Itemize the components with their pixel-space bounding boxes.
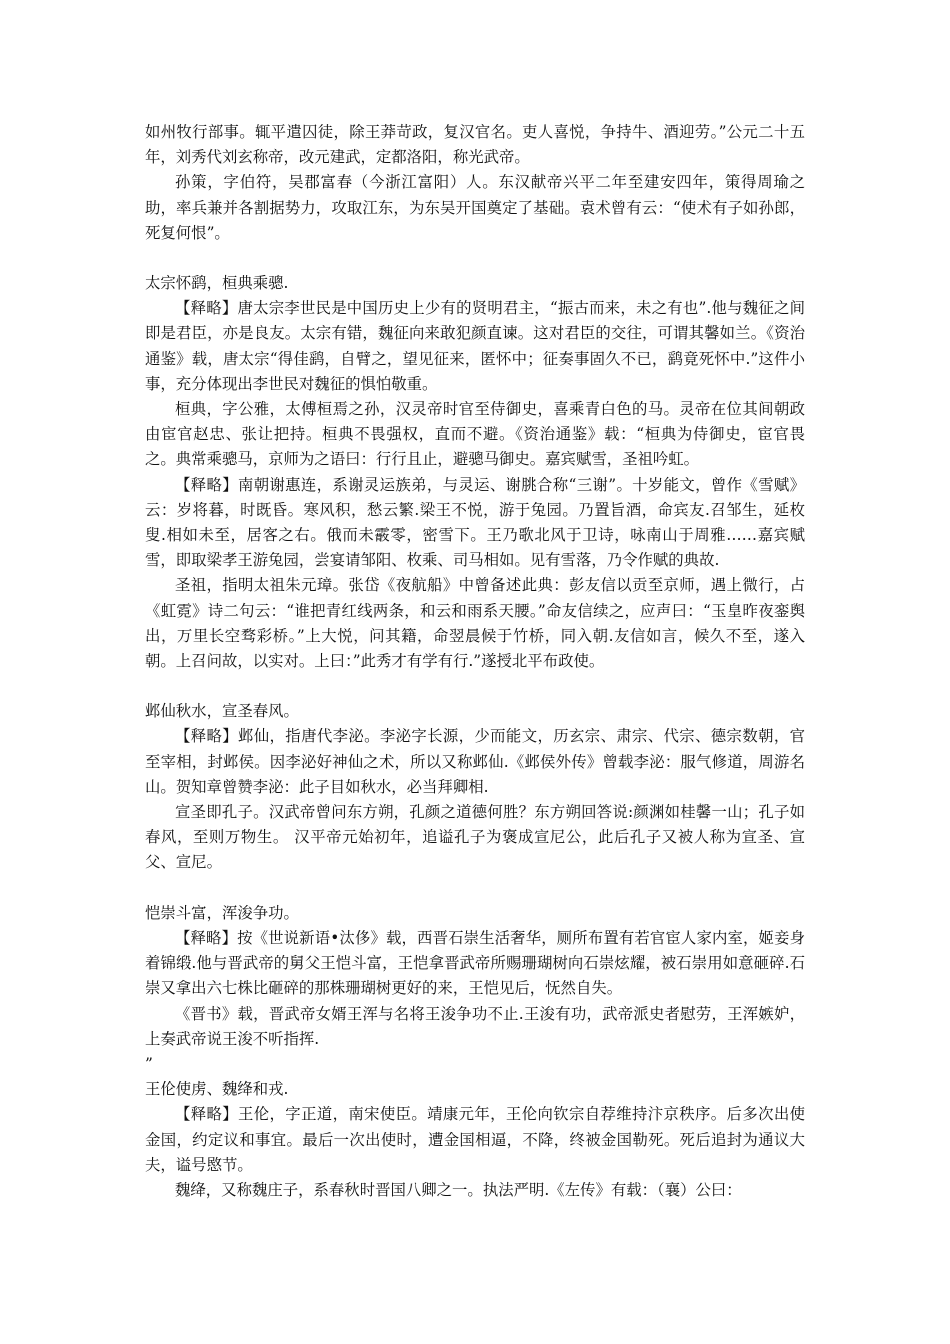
paragraph: 【释略】唐太宗李世民是中国历史上少有的贤明君主，“振古而来，未之有也”.他与魏征之间即是君臣，亦是良友。太宗有错，魏征向来敢犯颜直谏。这对君臣的交往，可谓其馨如兰。《资治通鉴》载，唐太宗“得佳鹞，自臂之，望见征来，匿怀中；征奏事固久不已，鹞竟死怀中.”这件小事，充分体现出李世民对魏征的惧怕敬重。 bbox=[145, 299, 805, 393]
section-heading: 恺崇斗富，浑浚争功。 bbox=[145, 903, 299, 922]
paragraph: 【释略】南朝谢惠连，系谢灵运族弟，与灵运、谢朓合称“三谢”。十岁能文，曾作《雪赋》云：岁将暮，时既昏。寒风积，愁云繁.梁王不悦，游于兔园。乃置旨酒，命宾友.召邹生，延枚叟.相如未至，居客之右。俄而未霰零，密雪下。王乃歌北风于卫诗，咏南山于周雅……嘉宾赋雪，即取梁孝王游兔园，尝宴请邹阳、枚乘、司马相如。见有雪落，乃令作赋的典故. bbox=[145, 475, 805, 570]
document-page bbox=[145, 120, 805, 1203]
section-heading: 邺仙秋水，宣圣春风。 bbox=[145, 702, 299, 721]
paragraph: 《晋书》载，晋武帝女婿王浑与名将王浚争功不止.王浚有功，武帝派史者慰劳，王浑嫉妒，上奏武帝说王浚不听指挥. bbox=[145, 1004, 805, 1048]
paragraph: 桓典，字公雅，太傅桓焉之孙，汉灵帝时官至侍御史，喜乘青白色的马。灵帝在位其间朝政由宦官赵忠、张让把持。桓典不畏强权，直而不避。《资治通鉴》载：“桓典为侍御史，宦官畏之。典常乘骢马，京师为之语曰：行行且止，避骢马御史。嘉宾赋雪，圣祖吟虹。 bbox=[145, 400, 805, 469]
section-heading: 太宗怀鹞，桓典乘骢. bbox=[145, 274, 289, 293]
paragraph: 【释略】邺仙，指唐代李泌。李泌字长源，少而能文，历玄宗、肃宗、代宗、德宗数朝，官至宰相，封邺侯。因李泌好神仙之术，所以又称邺仙.《邺侯外传》曾载李泌：服气修道，周游名山。贺知章曾赞李泌：此子目如秋水，必当拜卿相. bbox=[145, 727, 805, 796]
paragraph: 如州牧行部事。辄平遣囚徒，除王莽苛政，复汉官名。吏人喜悦，争持牛、酒迎劳。”公元二十五年，刘秀代刘玄称帝，改元建武，定都洛阳，称光武帝。 bbox=[145, 123, 805, 167]
paragraph: 【释略】按《世说新语•汰侈》载，西晋石崇生活奢华，厕所布置有若官宦人家内室，姬妾身着锦缎.他与晋武帝的舅父王恺斗富，王恺拿晋武帝所赐珊瑚树向石崇炫耀，被石崇用如意砸碎.石崇又拿出六七株比砸碎的那株珊瑚树更好的来，王恺见后，怃然自失。 bbox=[145, 928, 805, 998]
paragraph: 宣圣即孔子。汉武帝曾问东方朔，孔颜之道德何胜？东方朔回答说:颜渊如桂馨一山；孔子如春风，至则万物生。 汉平帝元始初年，追谥孔子为褒成宣尼公，此后孔子又被人称为宣圣、宣父、宣尼。 bbox=[145, 803, 805, 872]
stray-quote-mark: ” bbox=[145, 1054, 153, 1073]
paragraph: 圣祖，指明太祖朱元璋。张岱《夜航船》中曾备述此典：彭友信以贡至京师，遇上微行，占《虹霓》诗二句云：“谁把青红线两条，和云和雨系天腰。”命友信续之，应声曰：“玉皇昨夜銮舆出，万里长空骛彩桥。”上大悦，问其籍，命翌晨候于竹桥，同入朝.友信如言，候久不至，遂入朝。上召问故，以实对。上曰：”此秀才有学有行.”遂授北平布政使。 bbox=[145, 576, 805, 671]
paragraph: 【释略】王伦，字正道，南宋使臣。靖康元年，王伦向钦宗自荐维持汴京秩序。后多次出使金国，约定议和事宜。最后一次出使时，遭金国相逼，不降，终被金国勒死。死后追封为通议大夫，谥号愍节。 bbox=[145, 1105, 805, 1174]
section-heading: 王伦使虏、魏绛和戎. bbox=[145, 1080, 289, 1099]
paragraph: 孙策，字伯符，吴郡富春（今浙江富阳）人。东汉献帝兴平二年至建安四年，策得周瑜之助，率兵兼并各割据势力，攻取江东，为东吴开国奠定了基础。袁术曾有云：“使术有子如孙郎，死复何恨”。 bbox=[145, 173, 805, 242]
paragraph: 魏绛，又称魏庄子，系春秋时晋国八卿之一。执法严明.《左传》有载：（襄）公曰： bbox=[175, 1180, 742, 1199]
